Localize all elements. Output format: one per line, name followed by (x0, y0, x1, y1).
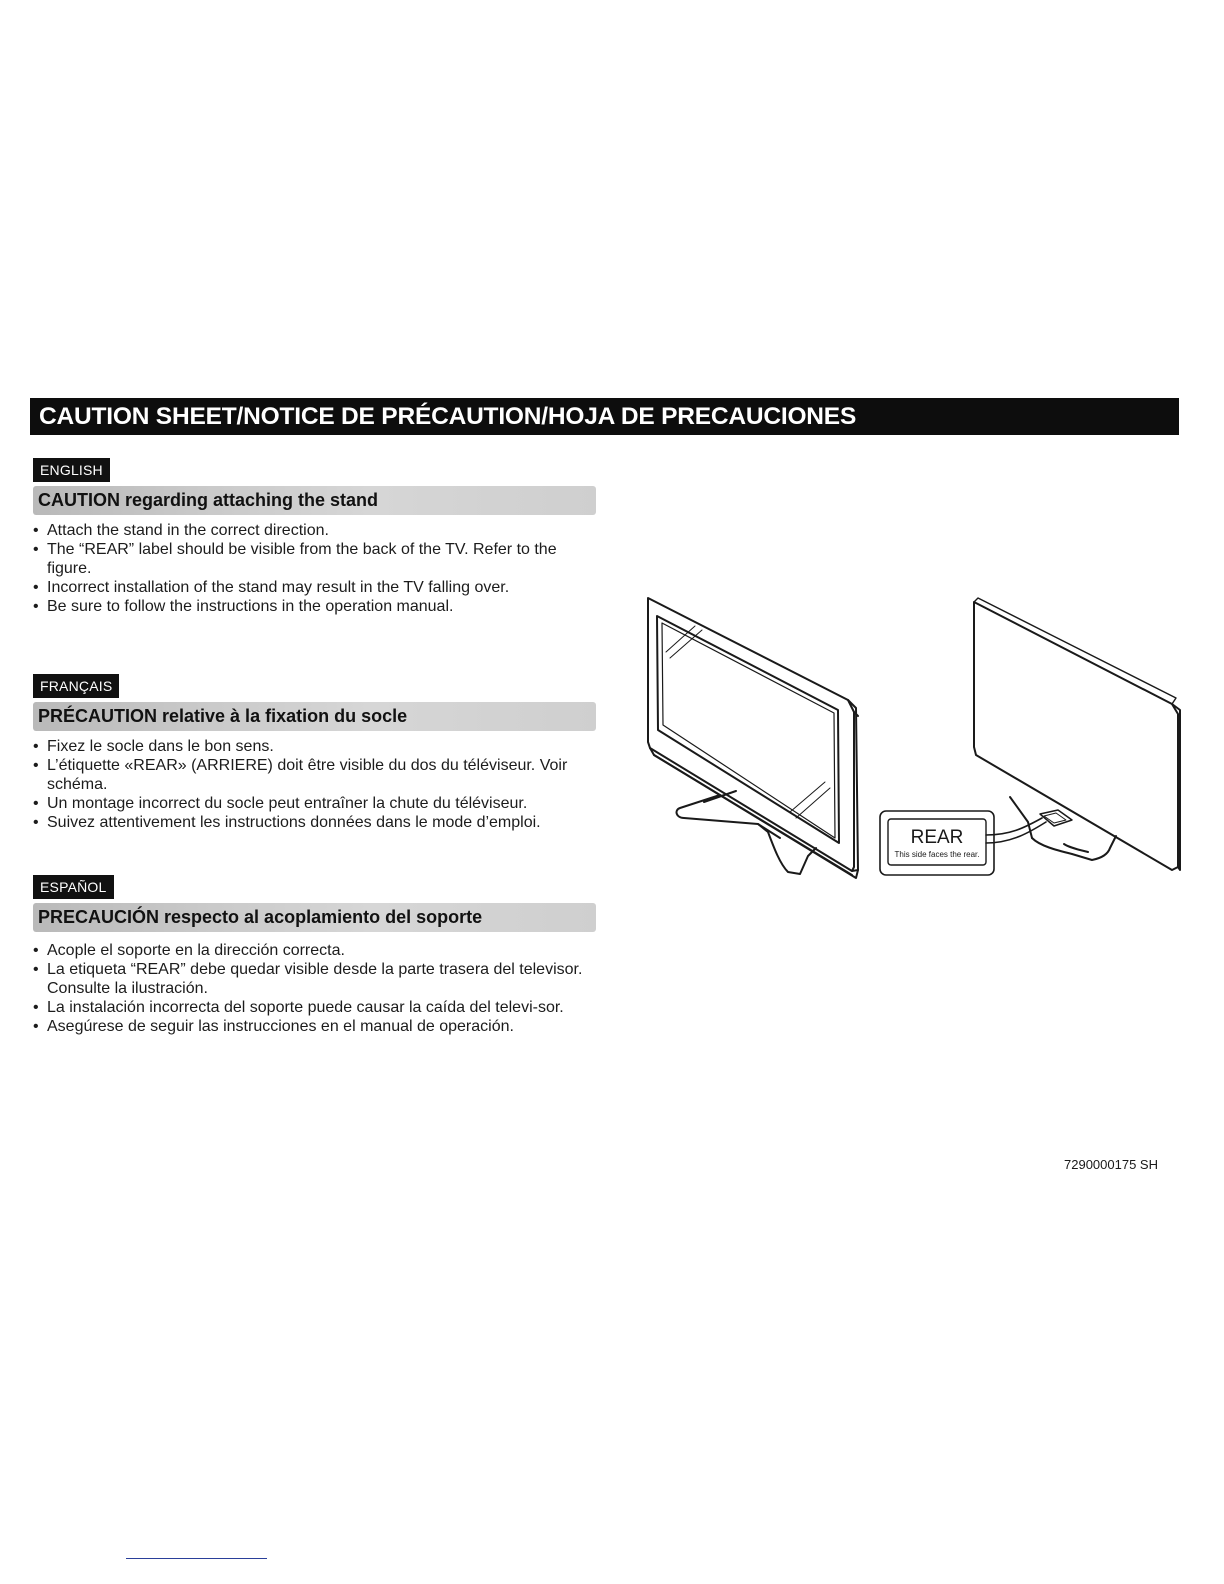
bullet-icon: • (33, 579, 39, 596)
bullet-icon: • (33, 1018, 39, 1035)
bullet-list-francais (33, 737, 595, 832)
list-item: • L’étiquette «REAR» (ARRIERE) doit être visible du dos du téléviseur. Voir schéma. (33, 757, 568, 793)
bullet-icon: • (33, 522, 39, 539)
list-item: • Un montage incorrect du socle peut entraîner la chute du téléviseur. (33, 795, 528, 812)
tv-front-icon (648, 598, 858, 878)
language-tag-espanol: ESPAÑOL (33, 875, 114, 899)
list-item: • Attach the stand in the correct direction. (33, 522, 329, 539)
list-item: • The “REAR” label should be visible from the back of the TV. Refer to the figure. (33, 541, 557, 577)
list-item: • Suivez attentivement les instructions données dans le mode d’emploi. (33, 814, 541, 831)
bullet-icon: • (33, 598, 39, 615)
list-item: • La instalación incorrecta del soporte puede causar la caída del televi-sor. (33, 999, 564, 1016)
bullet-icon: • (33, 999, 39, 1016)
bullet-icon: • (33, 738, 39, 755)
section-heading-english: CAUTION regarding attaching the stand (33, 486, 596, 515)
part-number: 7290000175 SH (1064, 1157, 1158, 1172)
bullet-icon: • (33, 795, 39, 812)
language-tag-francais: FRANÇAIS (33, 674, 119, 698)
bullet-list-english (33, 521, 595, 616)
language-tag-english: ENGLISH (33, 458, 110, 482)
bullet-icon: • (33, 757, 39, 774)
tv-rear-icon (974, 598, 1180, 870)
list-item: • Acople el soporte en la dirección correcta. (33, 942, 345, 959)
bullet-list-espanol (33, 941, 595, 1036)
bullet-icon: • (33, 961, 39, 978)
tv-stand-illustration (640, 592, 1190, 887)
section-heading-espanol: PRECAUCIÓN respecto al acoplamiento del soporte (33, 903, 596, 932)
rear-label-subtext: This side faces the rear. (894, 850, 980, 859)
list-item: • Fixez le socle dans le bon sens. (33, 738, 274, 755)
divider (126, 1558, 267, 1559)
section-heading-francais: PRÉCAUTION relative à la fixation du socle (33, 702, 596, 731)
page-title: CAUTION SHEET/NOTICE DE PRÉCAUTION/HOJA DE PRECAUCIONES (30, 398, 1179, 435)
bullet-icon: • (33, 942, 39, 959)
list-item: • Asegúrese de seguir las instrucciones en el manual de operación. (33, 1018, 514, 1035)
list-item: • La etiqueta “REAR” debe quedar visible desde la parte trasera del televisor. Consulte la ilustración. (33, 961, 583, 997)
rear-label-text: REAR (910, 827, 964, 848)
bullet-icon: • (33, 541, 39, 558)
bullet-icon: • (33, 814, 39, 831)
list-item: • Be sure to follow the instructions in the operation manual. (33, 598, 454, 615)
list-item: • Incorrect installation of the stand may result in the TV falling over. (33, 579, 510, 596)
